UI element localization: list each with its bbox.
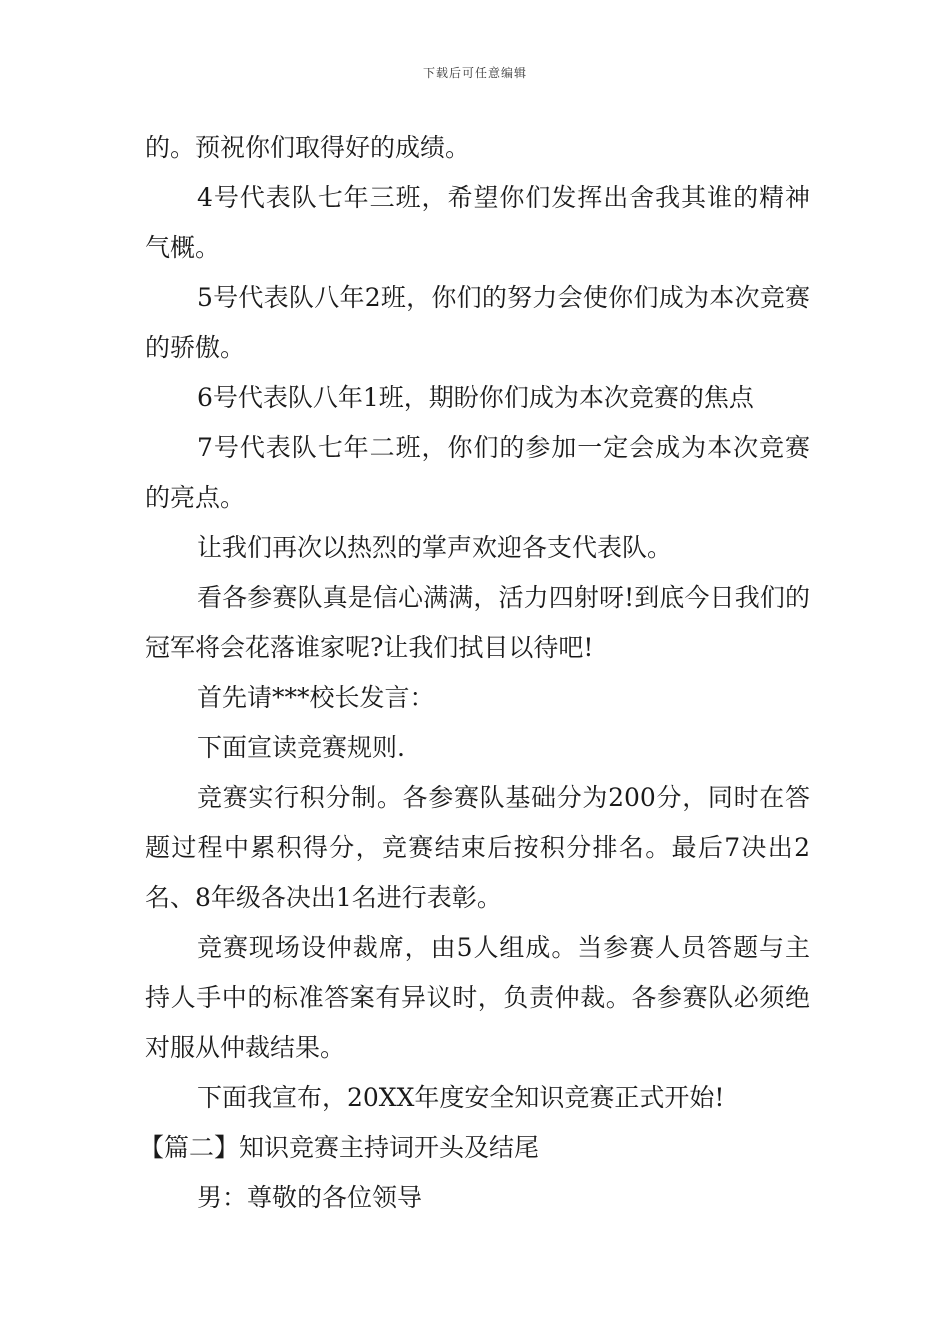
paragraph-principal-speech: 首先请***校长发言：: [197, 683, 435, 712]
document-body: [139, 123, 810, 1223]
paragraph-male-host: 男：尊敬的各位领导: [197, 1183, 423, 1212]
paragraph-team-4: 4号代表队七年三班，希望你们发挥出舍我其谁的精神气概。: [145, 183, 810, 262]
page-header-note: 下载后可任意编辑: [422, 66, 527, 80]
paragraph-confidence: 看各参赛队真是信心满满，活力四射呀!到底今日我们的冠军将会花落谁家呢?让我们拭目以待吧!: [145, 583, 810, 662]
paragraph-team-7: 7号代表队七年二班，你们的参加一定会成为本次竞赛的亮点。: [145, 433, 810, 512]
paragraph-continuation: 的。预祝你们取得好的成绩。: [145, 133, 471, 162]
paragraph-arbitration: 竞赛现场设仲裁席，由5人组成。当参赛人员答题与主持人手中的标准答案有异议时，负责仲裁。各参赛队必须绝对服从仲裁结果。: [145, 933, 810, 1062]
paragraph-scoring-rules: 竞赛实行积分制。各参赛队基础分为200分，同时在答题过程中累积得分，竞赛结束后按积分排名。最后7决出2名、8年级各决出1名进行表彰。: [145, 783, 810, 912]
paragraph-rules-intro: 下面宣读竞赛规则.: [197, 733, 405, 762]
paragraph-welcome: 让我们再次以热烈的掌声欢迎各支代表队。: [197, 533, 673, 562]
section-heading: 【篇二】知识竞赛主持词开头及结尾: [139, 1133, 540, 1162]
paragraph-team-5: 5号代表队八年2班，你们的努力会使你们成为本次竞赛的骄傲。: [145, 283, 810, 362]
paragraph-team-6: 6号代表队八年1班，期盼你们成为本次竞赛的焦点: [197, 383, 754, 412]
paragraph-announcement: 下面我宣布，20XX年度安全知识竞赛正式开始!: [197, 1083, 725, 1112]
